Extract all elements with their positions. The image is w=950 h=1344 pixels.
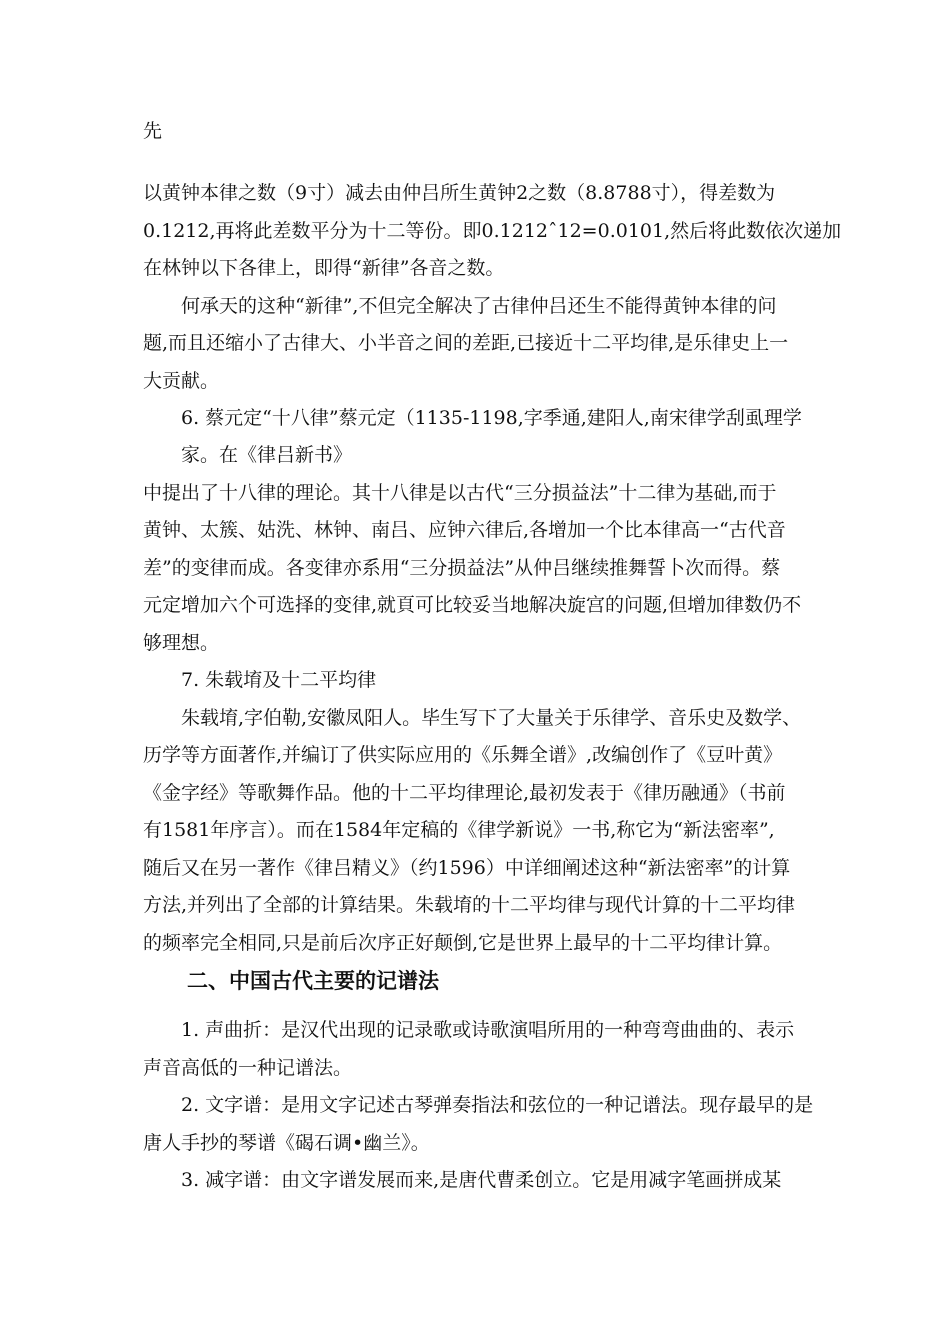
text-line: 声音高低的一种记谱法。 bbox=[143, 1057, 353, 1079]
text-line: 以黄钟本律之数（9寸）减去由仲吕所生黄钟2之数（8.8788寸），得差数为 bbox=[143, 182, 776, 204]
text-line: 方法,并列出了全部的计算结果。朱载堉的十二平均律与现代计算的十二平均律 bbox=[143, 894, 796, 916]
paragraph-start: 何承天的这种“新律”,不但完全解决了古律仲吕还生不能得黄钟本律的问 bbox=[181, 295, 777, 317]
text-line: 中提出了十八律的理论。其十八律是以古代“三分损益法”十二律为基础,而于 bbox=[143, 482, 777, 504]
section-item-heading: 6. 蔡元定“十八律”蔡元定（1135-1198,字季通,建阳人,南宋律学刮虱理学 bbox=[181, 407, 802, 429]
text-line: 家。在《律吕新书》 bbox=[181, 444, 353, 466]
section-item-heading: 7. 朱载堉及十二平均律 bbox=[181, 669, 377, 691]
paragraph-start: 朱载堉,字伯勒,安徽凤阳人。毕生写下了大量关于乐律学、音乐史及数学、 bbox=[181, 707, 802, 729]
text-line: 在林钟以下各律上，即得“新律”各音之数。 bbox=[143, 257, 505, 279]
text-line: 《金字经》等歌舞作品。他的十二平均律理论,最初发表于《律历融通》（书前 bbox=[143, 782, 786, 804]
text-line: 有1581年序言）。而在1584年定稿的《律学新说》一书,称它为“新法密率”, bbox=[143, 819, 775, 841]
text-line: 黄钟、太簇、姑洗、林钟、南吕、应钟六律后,各增加一个比本律高一“古代音 bbox=[143, 519, 786, 541]
text-line: 题,而且还缩小了古律大、小半音之间的差距,已接近十二平均律,是乐律史上一 bbox=[143, 332, 789, 354]
text-line: 0.1212,再将此差数平分为十二等份。即0.1212ˆ12=0.0101,然后将此数依次递加 bbox=[143, 220, 842, 242]
section-heading: 二、中国古代主要的记谱法 bbox=[187, 969, 439, 993]
text-line: 够理想。 bbox=[143, 632, 220, 654]
list-item: 2. 文字谱：是用文字记述古琴弹奏指法和弦位的一种记谱法。现存最早的是 bbox=[181, 1094, 814, 1116]
text-line: 差”的变律而成。各变律亦系用“三分损益法”从仲吕继续推舞誓卜次而得。蔡 bbox=[143, 557, 781, 579]
list-item: 3. 减字谱：由文字谱发展而来,是唐代曹柔创立。它是用减字笔画拼成某 bbox=[181, 1169, 782, 1191]
text-line: 随后又在另一著作《律吕精义》（约1596）中详细阐述这种“新法密率”的计算 bbox=[143, 857, 791, 879]
text-line: 元定增加六个可选择的变律,就頁可比较妥当地解决旋宫的问题,但增加律数仍不 bbox=[143, 594, 802, 616]
text-line: 大贡献。 bbox=[143, 370, 220, 392]
list-item: 1. 声曲折：是汉代出现的记录歌或诗歌演唱所用的一种弯弯曲曲的、表示 bbox=[181, 1019, 795, 1041]
text-line: 唐人手抄的琴谱《碣石调•幽兰》。 bbox=[143, 1132, 430, 1154]
text-line: 历学等方面著作,并编订了供实际应用的《乐舞全谱》,改编创作了《豆叶黄》 bbox=[143, 744, 783, 766]
text-line: 的频率完全相同,只是前后次序正好颠倒,它是世界上最早的十二平均律计算。 bbox=[143, 932, 783, 954]
text-line: 先 bbox=[143, 120, 163, 142]
